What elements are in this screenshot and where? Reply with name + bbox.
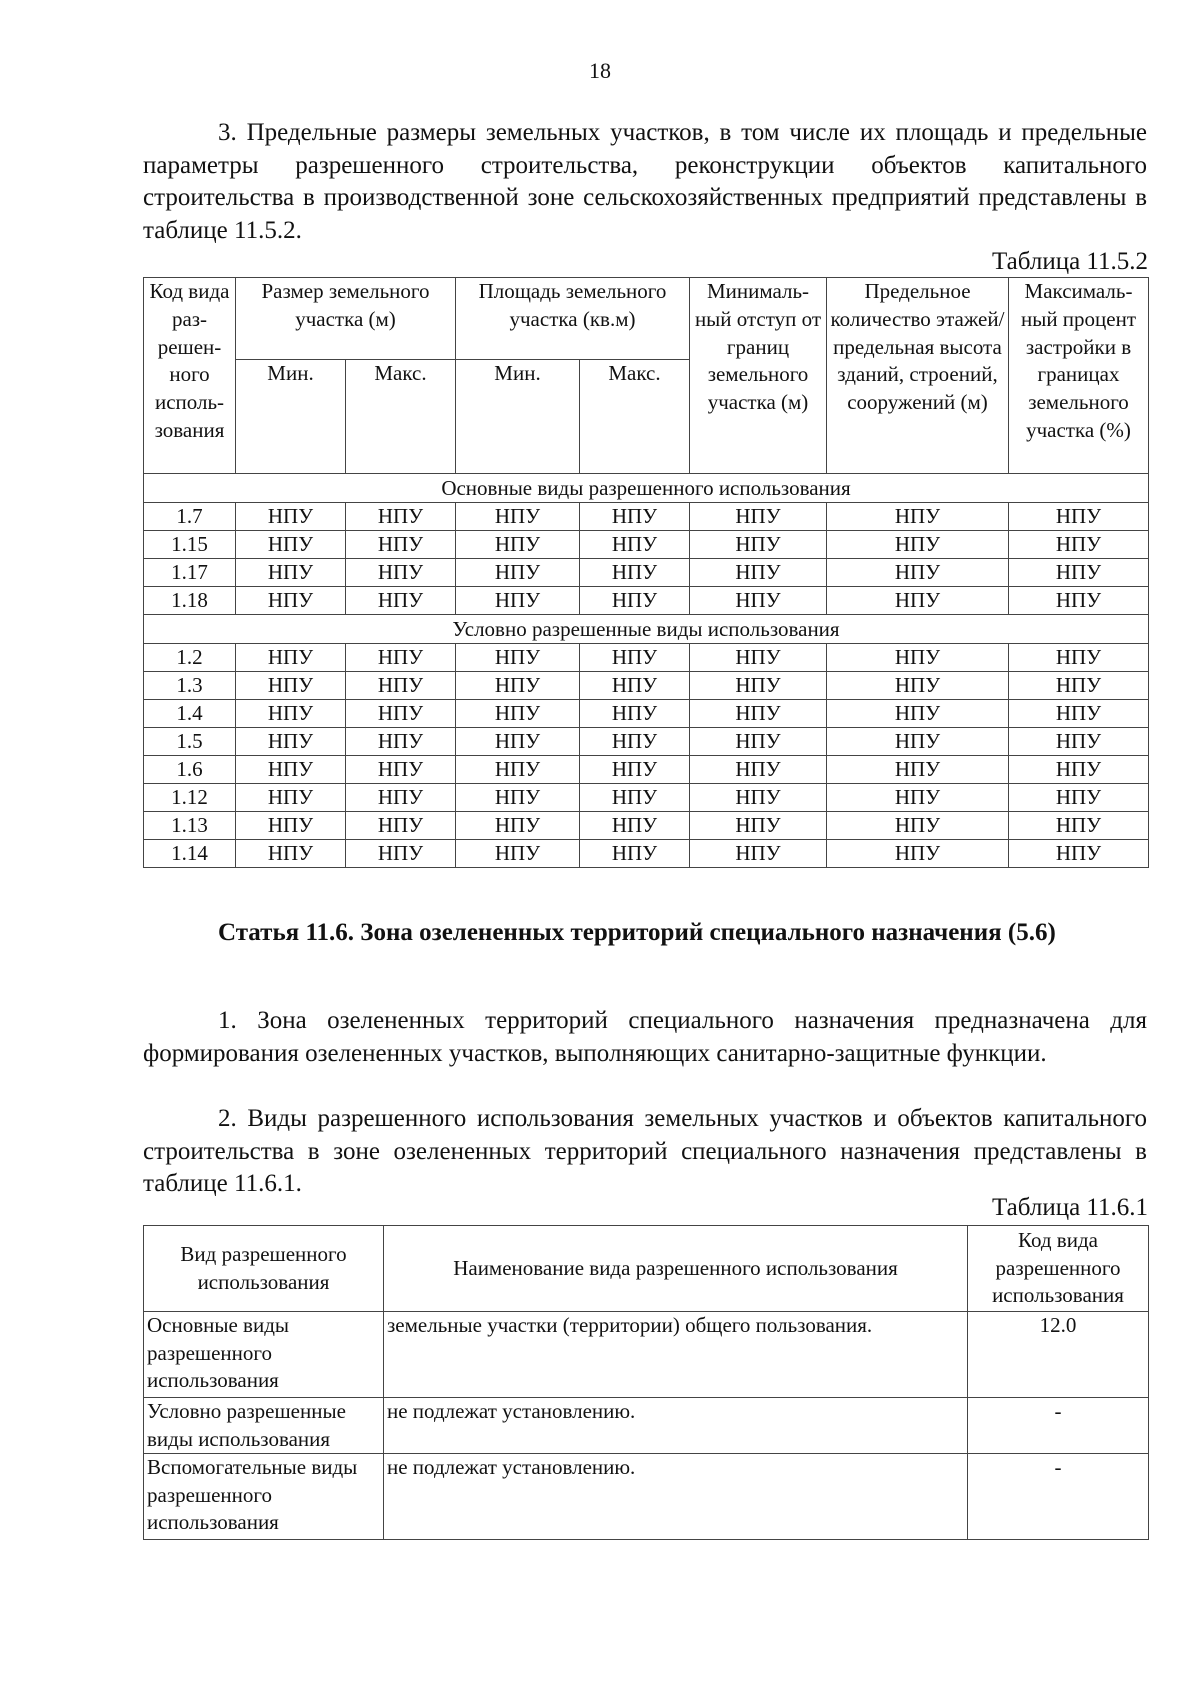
- row-value-cell: НПУ: [580, 812, 690, 840]
- table-row: [144, 1312, 1149, 1398]
- row-value-cell: НПУ: [456, 812, 580, 840]
- row-value-cell: НПУ: [580, 672, 690, 700]
- row-name: не подлежат установлению.: [384, 1454, 968, 1540]
- table-row: [144, 840, 1149, 868]
- row-kind: Вспомогательные виды разрешенного использования: [144, 1454, 384, 1540]
- row-value-cell: НПУ: [827, 784, 1009, 812]
- row-value-cell: НПУ: [690, 644, 827, 672]
- row-code-cell: 1.14: [144, 840, 236, 868]
- row-value-cell: НПУ: [456, 531, 580, 559]
- row-value-cell: НПУ: [236, 559, 346, 587]
- row-value-cell: НПУ: [827, 587, 1009, 615]
- header-kind: Вид разрешенного использования: [144, 1226, 384, 1312]
- row-value-cell: НПУ: [236, 503, 346, 531]
- row-code: 12.0: [968, 1312, 1149, 1398]
- table-row: [144, 644, 1149, 672]
- row-code-cell: 1.4: [144, 700, 236, 728]
- table-row: [144, 784, 1149, 812]
- row-value-cell: НПУ: [456, 587, 580, 615]
- row-name: земельные участки (территории) общего пользования.: [384, 1312, 968, 1398]
- table-11-6-1-caption: Таблица 11.6.1: [992, 1194, 1148, 1221]
- row-value-cell: НПУ: [580, 559, 690, 587]
- row-value-cell: НПУ: [580, 700, 690, 728]
- section-main: [144, 474, 1149, 503]
- page-number: 18: [589, 58, 611, 83]
- row-value-cell: НПУ: [827, 559, 1009, 587]
- header-percent: Максималь-ный процент застройки в границах земельного участка (%): [1009, 278, 1149, 474]
- row-value-cell: НПУ: [1009, 503, 1149, 531]
- table-row: [144, 812, 1149, 840]
- header-floors: Предельное количество этажей/ предельная высота зданий, строений, сооружений (м): [827, 278, 1009, 474]
- table-11-6-1: [143, 1225, 1149, 1540]
- table-11-5-2-body: [144, 474, 1149, 868]
- header-size: Размер земельного участка (м): [236, 278, 456, 360]
- row-value-cell: НПУ: [580, 756, 690, 784]
- row-code-cell: 1.17: [144, 559, 236, 587]
- row-value-cell: НПУ: [827, 840, 1009, 868]
- row-value-cell: НПУ: [346, 812, 456, 840]
- row-value-cell: НПУ: [236, 728, 346, 756]
- header-code: Код вида раз-решен-ного исполь-зования: [144, 278, 236, 474]
- table-row: [144, 700, 1149, 728]
- table-row: [144, 1398, 1149, 1454]
- table-row: [144, 559, 1149, 587]
- row-value-cell: НПУ: [690, 503, 827, 531]
- row-value-cell: НПУ: [827, 644, 1009, 672]
- row-value-cell: НПУ: [456, 672, 580, 700]
- row-value-cell: НПУ: [346, 672, 456, 700]
- row-kind: Условно разрешенные виды использования: [144, 1398, 384, 1454]
- row-value-cell: НПУ: [456, 784, 580, 812]
- row-code-cell: 1.3: [144, 672, 236, 700]
- row-value-cell: НПУ: [456, 559, 580, 587]
- table-row: [144, 756, 1149, 784]
- row-value-cell: НПУ: [346, 531, 456, 559]
- row-value-cell: НПУ: [827, 531, 1009, 559]
- row-value-cell: НПУ: [690, 812, 827, 840]
- row-value-cell: НПУ: [236, 531, 346, 559]
- row-code: -: [968, 1398, 1149, 1454]
- row-code-cell: 1.15: [144, 531, 236, 559]
- table-row: [144, 728, 1149, 756]
- row-value-cell: НПУ: [236, 587, 346, 615]
- paragraph-zone-purpose: 1. Зона озелененных территорий специального назначения предназначена для формирования озелененных участков, выполняющих санитарно-защитные функции.: [143, 1007, 1147, 1067]
- row-value-cell: НПУ: [827, 672, 1009, 700]
- row-code-cell: 1.18: [144, 587, 236, 615]
- row-value-cell: НПУ: [346, 503, 456, 531]
- header-size-max: Макс.: [346, 360, 456, 474]
- row-value-cell: НПУ: [346, 559, 456, 587]
- row-value-cell: НПУ: [1009, 531, 1149, 559]
- row-value-cell: НПУ: [346, 587, 456, 615]
- table-11-5-2-caption: Таблица 11.5.2: [992, 248, 1148, 275]
- article-heading: Статья 11.6. Зона озелененных территорий специального назначения (5.6): [218, 919, 1056, 946]
- table-row: [144, 531, 1149, 559]
- row-value-cell: НПУ: [346, 644, 456, 672]
- row-value-cell: НПУ: [236, 812, 346, 840]
- row-value-cell: НПУ: [1009, 756, 1149, 784]
- row-value-cell: НПУ: [236, 700, 346, 728]
- row-value-cell: НПУ: [690, 700, 827, 728]
- row-code-cell: 1.7: [144, 503, 236, 531]
- row-value-cell: НПУ: [827, 756, 1009, 784]
- header-name: Наименование вида разрешенного использования: [384, 1226, 968, 1312]
- row-value-cell: НПУ: [346, 756, 456, 784]
- row-value-cell: НПУ: [456, 840, 580, 868]
- row-value-cell: НПУ: [1009, 644, 1149, 672]
- row-value-cell: НПУ: [690, 672, 827, 700]
- row-value-cell: НПУ: [580, 784, 690, 812]
- row-code-cell: 1.5: [144, 728, 236, 756]
- row-value-cell: НПУ: [236, 756, 346, 784]
- row-value-cell: НПУ: [1009, 784, 1149, 812]
- row-value-cell: НПУ: [236, 784, 346, 812]
- row-code-cell: 1.6: [144, 756, 236, 784]
- row-value-cell: НПУ: [690, 756, 827, 784]
- row-value-cell: НПУ: [690, 531, 827, 559]
- row-value-cell: НПУ: [580, 644, 690, 672]
- row-value-cell: НПУ: [1009, 812, 1149, 840]
- row-value-cell: НПУ: [827, 812, 1009, 840]
- row-code-cell: 1.13: [144, 812, 236, 840]
- row-value-cell: НПУ: [1009, 672, 1149, 700]
- header-indent: Минималь-ный отступ от границ земельного участка (м): [690, 278, 827, 474]
- row-value-cell: НПУ: [580, 503, 690, 531]
- header-area-max: Макс.: [580, 360, 690, 474]
- table-11-5-2: [143, 277, 1149, 868]
- header-code: Код вида разрешенного использования: [968, 1226, 1149, 1312]
- section-main-label: Основные виды разрешенного использования: [144, 474, 1149, 503]
- table-row: [144, 503, 1149, 531]
- row-value-cell: НПУ: [346, 840, 456, 868]
- row-value-cell: НПУ: [236, 840, 346, 868]
- row-value-cell: НПУ: [580, 531, 690, 559]
- row-value-cell: НПУ: [456, 700, 580, 728]
- row-value-cell: НПУ: [827, 503, 1009, 531]
- row-value-cell: НПУ: [236, 672, 346, 700]
- table-row: [144, 1454, 1149, 1540]
- row-value-cell: НПУ: [580, 728, 690, 756]
- row-value-cell: НПУ: [456, 756, 580, 784]
- header-area-min: Мин.: [456, 360, 580, 474]
- row-value-cell: НПУ: [690, 559, 827, 587]
- section-conditional-label: Условно разрешенные виды использования: [144, 615, 1149, 644]
- row-value-cell: НПУ: [1009, 559, 1149, 587]
- row-value-cell: НПУ: [1009, 700, 1149, 728]
- row-value-cell: НПУ: [456, 644, 580, 672]
- paragraph-table-intro-2: 2. Виды разрешенного использования земельных участков и объектов капитального строительства в зоне озелененных территорий специального назначения представлены в таблице 11.6.1.: [143, 1105, 1147, 1197]
- row-value-cell: НПУ: [580, 840, 690, 868]
- row-value-cell: НПУ: [346, 784, 456, 812]
- row-value-cell: НПУ: [690, 728, 827, 756]
- row-value-cell: НПУ: [827, 728, 1009, 756]
- row-value-cell: НПУ: [236, 644, 346, 672]
- row-code: -: [968, 1454, 1149, 1540]
- row-code-cell: 1.12: [144, 784, 236, 812]
- paragraph-table-intro: 3. Предельные размеры земельных участков, в том числе их площадь и предельные параметры разрешенного строительства, реконструкции объектов капитального строительства в производственной зоне сельскохозяйственных предприятий представлены в таблице 11.5.2.: [143, 119, 1147, 244]
- row-value-cell: НПУ: [690, 587, 827, 615]
- row-value-cell: НПУ: [346, 728, 456, 756]
- table-row: [144, 672, 1149, 700]
- row-value-cell: НПУ: [690, 784, 827, 812]
- row-value-cell: НПУ: [827, 700, 1009, 728]
- row-value-cell: НПУ: [1009, 840, 1149, 868]
- row-value-cell: НПУ: [346, 700, 456, 728]
- row-value-cell: НПУ: [456, 503, 580, 531]
- row-value-cell: НПУ: [1009, 728, 1149, 756]
- row-value-cell: НПУ: [456, 728, 580, 756]
- row-value-cell: НПУ: [690, 840, 827, 868]
- row-value-cell: НПУ: [1009, 587, 1149, 615]
- table-row: [144, 587, 1149, 615]
- row-name: не подлежат установлению.: [384, 1398, 968, 1454]
- header-size-min: Мин.: [236, 360, 346, 474]
- row-code-cell: 1.2: [144, 644, 236, 672]
- header-area: Площадь земельного участка (кв.м): [456, 278, 690, 360]
- row-value-cell: НПУ: [580, 587, 690, 615]
- row-kind: Основные виды разрешенного использования: [144, 1312, 384, 1398]
- section-conditional: [144, 615, 1149, 644]
